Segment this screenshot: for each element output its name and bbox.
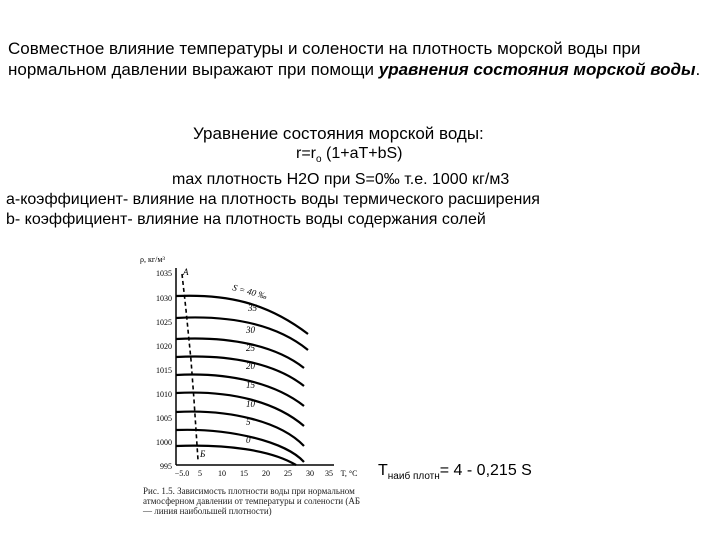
salinity-label: 5	[246, 417, 251, 427]
y-tick-label: 1010	[156, 390, 172, 399]
salinity-curve	[176, 296, 308, 334]
salinity-label: 25	[246, 343, 255, 353]
coef-a-line: a-коэффициент- влияние на плотность воды термического расширения	[6, 191, 540, 209]
y-tick-label: 1030	[156, 294, 172, 303]
intro-end: .	[695, 60, 701, 79]
salinity-curve	[176, 446, 296, 465]
equation-block	[0, 124, 720, 230]
intro-paragraph	[8, 38, 708, 80]
formula-right-rest: = 4 - 0,215 S	[439, 462, 532, 479]
salinity-curve	[176, 317, 308, 350]
x-tick-label: 20	[262, 469, 270, 478]
y-tick-label: 1035	[156, 269, 172, 278]
formula-sub: o	[316, 154, 322, 166]
y-tick-label: 995	[160, 462, 172, 471]
x-tick-label: 25	[284, 469, 292, 478]
equation-heading: Уравнение состояния морской воды:	[193, 124, 484, 143]
x-tick-label: 15	[240, 469, 248, 478]
formula-main: r=r	[296, 145, 316, 162]
max-density-line: max плотность H2O при S=0‰ т.е. 1000 кг/м3	[172, 171, 510, 189]
salinity-label: 20	[246, 361, 255, 371]
density-plot	[136, 250, 366, 485]
coef-b-line: b- коэффициент- влияние на плотность воды содержания солей	[6, 211, 486, 229]
y-unit-label: ρ, кг/м³	[140, 255, 165, 264]
figure-caption: Рис. 1.5. Зависимость плотности воды при нормальном атмосферном давлении от температуры и солености (АБ — линия наибольшей плотности)	[143, 486, 361, 516]
y-tick-label: 1020	[156, 342, 172, 351]
point-b-label: Б	[200, 449, 206, 459]
salinity-label: 15	[246, 380, 255, 390]
y-tick-label: 1025	[156, 318, 172, 327]
salinity-curve	[176, 338, 304, 368]
x-tick-label: 30	[306, 469, 314, 478]
salinity-curve	[176, 375, 304, 406]
max-density-temperature-formula	[378, 462, 532, 482]
equation-formula	[0, 144, 720, 170]
salinity-label: 35	[248, 303, 257, 313]
x-tick-label: 5	[198, 469, 202, 478]
salinity-label: S = 40 ‰	[231, 282, 269, 302]
y-tick-label: 1015	[156, 366, 172, 375]
x-tick-label: 10	[218, 469, 226, 478]
x-tick-label: −5.0	[174, 469, 190, 478]
x-tick-label: 35	[325, 469, 333, 478]
formula-rest: (1+aT+bS)	[321, 145, 403, 162]
x-unit-label: T, °C	[340, 469, 358, 478]
y-tick-label: 1005	[156, 414, 172, 423]
max-density-line	[182, 274, 198, 460]
formula-right-main: T	[378, 462, 388, 479]
formula-right-sub: наиб плотн	[387, 471, 440, 483]
intro-text: Совместное влияние температуры и солености на плотность морской воды при нормальном давлении выражают при помощи	[8, 39, 641, 79]
salinity-label: 30	[246, 325, 255, 335]
salinity-label: 10	[246, 399, 255, 409]
salinity-label: 0	[246, 435, 251, 445]
salinity-curve	[176, 356, 304, 386]
intro-emphasis: уравнения состояния морской воды	[378, 60, 696, 79]
y-tick-label: 1000	[156, 438, 172, 447]
point-a-label: A	[183, 267, 189, 277]
